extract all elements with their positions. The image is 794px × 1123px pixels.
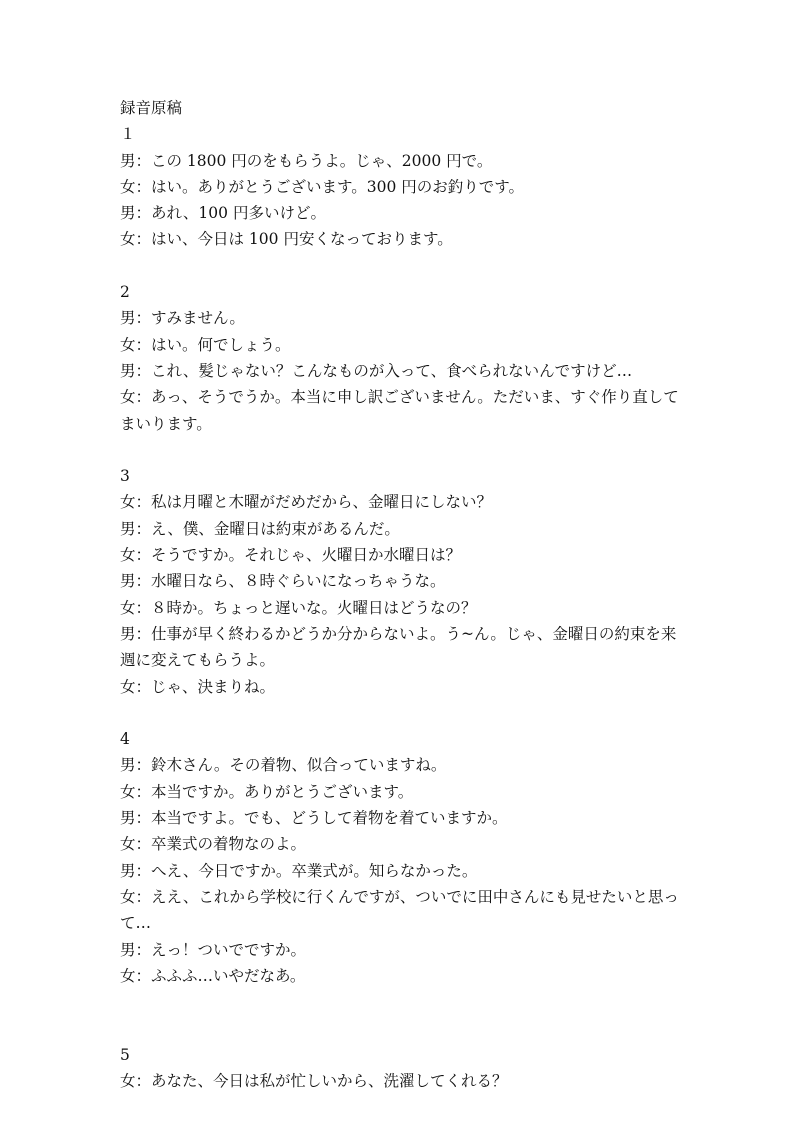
dialogue-line: 女：私は月曜と木曜がだめだから、金曜日にしない？ xyxy=(120,493,493,512)
dialogue-line: 女：じゃ、決まりね。 xyxy=(120,677,276,696)
section-number: 2 xyxy=(120,283,130,302)
dialogue-line: 女：本当ですか。ありがとうございます。 xyxy=(120,782,414,801)
section-number: 4 xyxy=(120,730,130,749)
section-number: 3 xyxy=(120,467,130,486)
dialogue-line: 女：８時か。ちょっと遅いな。火曜日はどうなの？ xyxy=(120,598,477,617)
section-number: 5 xyxy=(120,1045,130,1064)
dialogue-section-5 xyxy=(120,1042,684,1095)
section-spacer xyxy=(120,437,684,463)
dialogue-section-2 xyxy=(120,279,684,437)
dialogue-line: 男：水曜日なら、８時ぐらいになっちゃうな。 xyxy=(120,572,446,591)
section-spacer xyxy=(120,989,684,1042)
dialogue-line: 男：へえ、今日ですか。卒業式が。知らなかった。 xyxy=(120,861,478,880)
dialogue-line: 女：はい。何でしょう。 xyxy=(120,335,291,354)
dialogue-line: 男：すみません。 xyxy=(120,309,245,328)
dialogue-line: 男：仕事が早く終わるかどうか分からないよ。う~ん。じゃ、金曜日の約束を来週に変えてもらうよ。 xyxy=(120,624,677,670)
dialogue-line: 女：そうですか。それじゃ、火曜日か水曜日は？ xyxy=(120,546,462,565)
dialogue-line: 女：卒業式の着物なのよ。 xyxy=(120,835,307,854)
dialogue-section-3 xyxy=(120,463,684,700)
dialogue-section-1 xyxy=(120,121,684,252)
dialogue-line: 女：あっ、そうでうか。本当に申し訳ございません。ただいま、すぐ作り直してまいります。 xyxy=(120,388,679,433)
dialogue-line: 男：あれ、100 円多いけど。 xyxy=(120,204,326,223)
dialogue-line: 男：鈴木さん。その着物、似合っていますね。 xyxy=(120,756,447,775)
section-spacer xyxy=(120,253,684,279)
dialogue-line: 男：え、僕、金曜日は約束があるんだ。 xyxy=(120,519,400,538)
dialogue-line: 男：えっ！ついでですか。 xyxy=(120,940,307,959)
dialogue-section-4 xyxy=(120,726,684,989)
dialogue-line: 女：あなた、今日は私が忙しいから、洗濯してくれる？ xyxy=(120,1071,508,1090)
document-title: 録音原稿 xyxy=(120,99,183,117)
dialogue-line: 女：ふふふ…いやだなあ。 xyxy=(120,966,306,985)
dialogue-line: 女：はい、今日は 100 円安くなっております。 xyxy=(120,230,453,249)
dialogue-line: 男：これ、髪じゃない？こんなものが入って、食べられないんですけど… xyxy=(120,361,633,380)
dialogue-line: 男：本当ですよ。でも、どうして着物を着ていますか。 xyxy=(120,809,508,828)
section-spacer xyxy=(120,700,684,726)
dialogue-line: 女：ええ、これから学校に行くんですが、ついでに田中さんにも見せたいと思って… xyxy=(120,887,679,933)
dialogue-line: 女：はい。ありがとうございます。300 円のお釣りです。 xyxy=(120,177,525,196)
section-number: １ xyxy=(120,125,136,144)
dialogue-line: 男：この 1800 円のをもらうよ。じゃ、2000 円で。 xyxy=(120,151,493,170)
